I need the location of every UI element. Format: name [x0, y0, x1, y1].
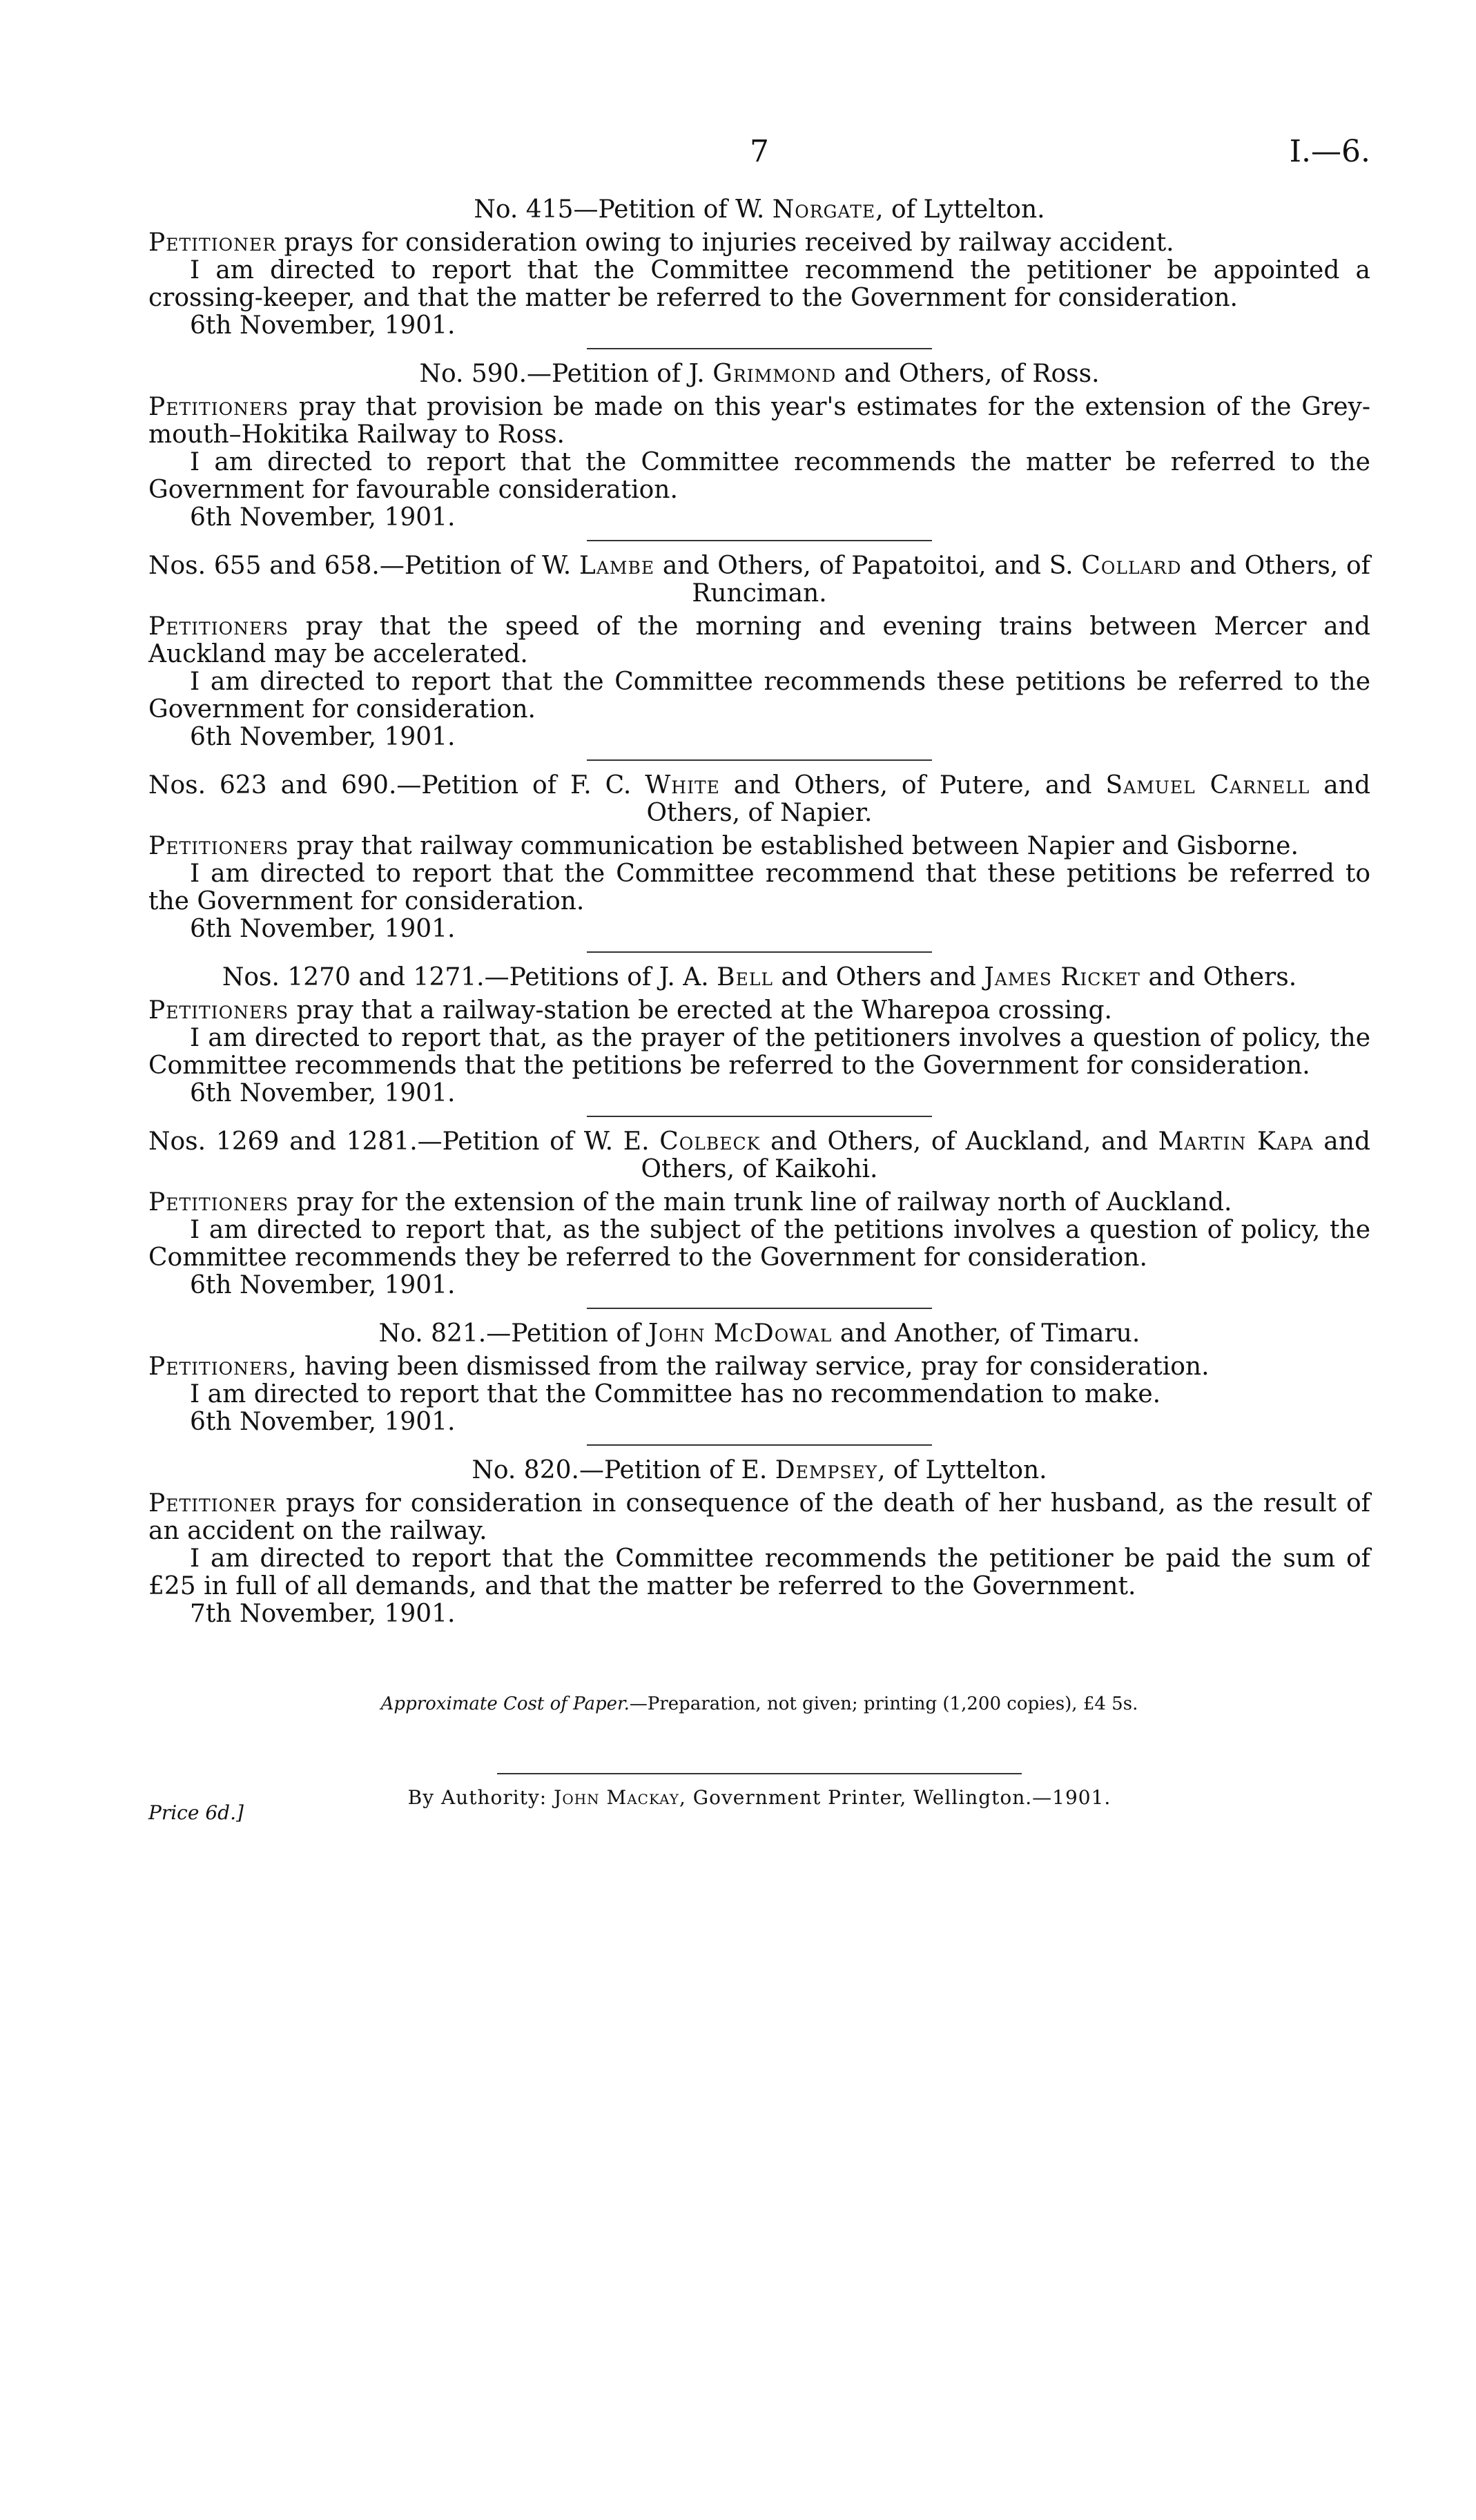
committee-report: I am directed to report that, as the subject of the petitions involves a question of policy, the Committee recommends they be referred to the Government for consideration. [148, 1216, 1370, 1272]
petition-1269-1281 [148, 1128, 1370, 1309]
divider [587, 348, 932, 349]
petition-title: No. 590.—Petition of J. Grimmond and Others, of Ross. [419, 360, 1100, 388]
petition-body: Petitioners pray that the speed of the morning and evening trains between Mercer and Auckland may be accelerated. [148, 612, 1370, 668]
petition-title: Nos. 623 and 690.—Petition of F. C. White and Others, of Putere, and Samuel Carnell and Others, of Napier. [148, 771, 1370, 827]
committee-report: I am directed to report that the Committee recommend the petitioner be appointed a crossing-keeper, and that the matter be referred to the Government for consideration. [148, 256, 1370, 312]
printer-authority: By Authority: John Mackay, Government Printer, Wellington.—1901. [407, 1786, 1111, 1809]
committee-report: I am directed to report that, as the prayer of the petitioners involves a question of policy, the Committee recommends that the petitions be referred to the Government for consideration. [148, 1024, 1370, 1080]
petition-body: Petitioner prays for consideration in consequence of the death of her husband, as the result of an accident on the railway. [148, 1489, 1370, 1545]
document-page [148, 131, 1370, 1825]
petition-body: Petitioners pray that a railway-station be erected at the Wharepoa crossing. [148, 996, 1112, 1025]
petition-body: Petitioners pray that railway communication be established between Napier and Gisborne. [148, 832, 1299, 860]
committee-report: I am directed to report that the Committee has no recommendation to make. [190, 1380, 1161, 1408]
report-date: 6th November, 1901. [190, 1408, 456, 1436]
footer [148, 1784, 1370, 1825]
petition-title: Nos. 1270 and 1271.—Petitions of J. A. Bell and Others and James Ricket and Others. [222, 963, 1297, 991]
petition-title: No. 821.—Petition of John McDowal and Another, of Timaru. [378, 1319, 1140, 1348]
petition-title: No. 820.—Petition of E. Dempsey, of Lyttelton. [472, 1456, 1047, 1484]
petition-body: Petitioner prays for consideration owing to injuries received by railway accident. [148, 229, 1174, 257]
report-date: 6th November, 1901. [190, 503, 456, 532]
divider [587, 1308, 932, 1309]
report-date: 6th November, 1901. [190, 311, 456, 340]
petition-title: No. 415—Petition of W. Norgate, of Lyttelton. [474, 195, 1045, 224]
cost-of-paper: Approximate Cost of Paper.—Preparation, not given; printing (1,200 copies), £4 5s. [380, 1694, 1138, 1714]
petition-body: Petitioners, having been dismissed from the railway service, pray for consideration. [148, 1353, 1210, 1381]
committee-report: I am directed to report that the Committee recommend that these petitions be referred to the Government for consideration. [148, 860, 1370, 915]
petition-title: Nos. 655 and 658.—Petition of W. Lambe and Others, of Papatoitoi, and S. Collard and Others, of Runciman. [148, 552, 1370, 608]
petition-title: Nos. 1269 and 1281.—Petition of W. E. Colbeck and Others, of Auckland, and Martin Kapa and Others, of Kaikohi. [148, 1127, 1370, 1183]
page-header [148, 131, 1370, 186]
footer-divider [497, 1773, 1022, 1774]
price: Price 6d.] [148, 1801, 244, 1824]
petition-1270-1271 [148, 964, 1370, 1117]
report-date: 6th November, 1901. [190, 915, 456, 943]
petition-body: Petitioners pray that provision be made on this year's estimates for the extension of the Grey-mouth–Hokitika Railway to Ross. [148, 393, 1370, 449]
report-date: 6th November, 1901. [190, 1079, 456, 1107]
committee-report: I am directed to report that the Committee recommends the petitioner be paid the sum of £25 in full of all demands, and that the matter be referred to the Government. [148, 1544, 1370, 1600]
petition-body: Petitioners pray for the extension of the main trunk line of railway north of Auckland. [148, 1188, 1232, 1217]
document-code: I.—6. [1289, 134, 1370, 169]
report-date: 6th November, 1901. [190, 723, 456, 751]
report-date: 7th November, 1901. [190, 1600, 456, 1628]
petition-655-658 [148, 552, 1370, 761]
divider [587, 1444, 932, 1446]
report-date: 6th November, 1901. [190, 1271, 456, 1299]
divider [587, 1116, 932, 1117]
petition-820 [148, 1457, 1370, 1628]
committee-report: I am directed to report that the Committee recommends these petitions be referred to the Government for consideration. [148, 668, 1370, 724]
page-number: 7 [750, 134, 769, 169]
petition-623-690 [148, 772, 1370, 953]
petition-821 [148, 1320, 1370, 1446]
divider [587, 759, 932, 761]
committee-report: I am directed to report that the Committee recommends the matter be referred to the Government for favourable consideration. [148, 448, 1370, 504]
petition-415 [148, 196, 1370, 349]
divider [587, 951, 932, 953]
petition-590 [148, 360, 1370, 541]
divider [587, 540, 932, 541]
